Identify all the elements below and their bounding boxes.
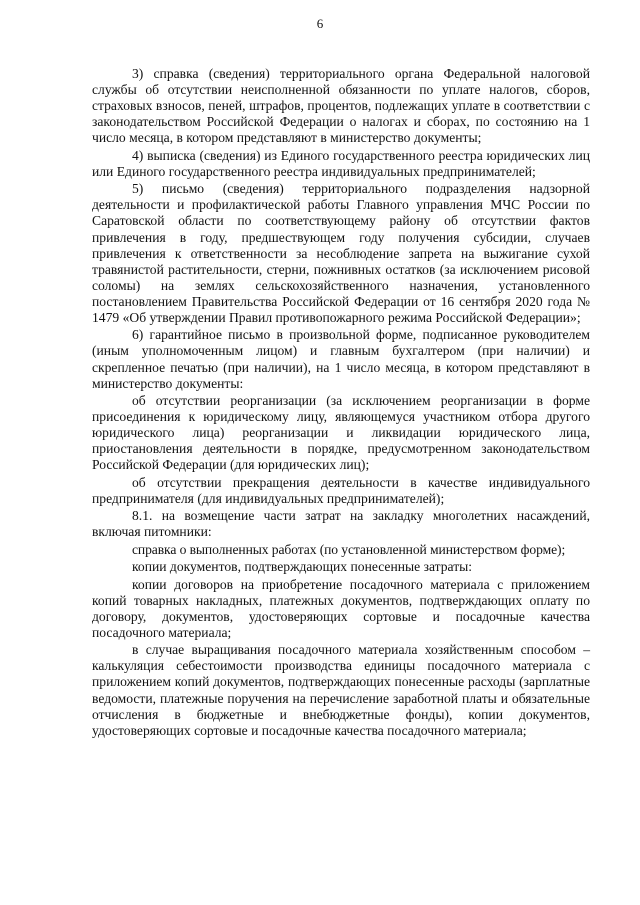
paragraph-work-certificate: справка о выполненных работах (по установленной министерством форме);	[132, 541, 566, 557]
page-number: 6	[316, 16, 324, 31]
document-body	[92, 66, 590, 740]
paragraph-item-4: 4) выписка (сведения) из Единого государственного реестра юридических лиц или Единого государственного реестра индивидуальных предпринимателей;	[92, 147, 590, 179]
paragraph-item-6: 6) гарантийное письмо в произвольной форме, подписанное руководителем (иным уполномоченным лицом) и главным бухгалтером (при наличии) и скрепленное печатью (при наличии), на 1 число месяца, в котором представляют в министерство документы:	[92, 327, 590, 391]
paragraph-no-termination: об отсутствии прекращения деятельности в качестве индивидуального предпринимателя (для индивидуальных предпринимателей);	[92, 474, 590, 506]
paragraph-expense-documents: копии документов, подтверждающих понесенные затраты:	[132, 559, 473, 575]
paragraph-item-3: 3) справка (сведения) территориального органа Федеральной налоговой службы об отсутствии неисполненной обязанности по уплате налогов, сборов, страховых взносов, пеней, штрафов, процентов, подлежащих уплате в соответствии с законодательством Российской Федерации о налогах и сборах, по состоянию на 1 число месяца, в котором представляют в министерство документы;	[92, 66, 590, 146]
paragraph-in-house-growing: в случае выращивания посадочного материала хозяйственным способом – калькуляция себестоимости производства единицы посадочного материала с приложением копий документов, подтверждающих понесенные расходы (зарплатные ведомости, платежные поручения на перечисление заработной платы и обязательные отчисления в бюджетные и внебюджетные фонды), копии документов, удостоверяющих сортовые и посадочные качества посадочного материала;	[92, 642, 590, 738]
paragraph-item-5: 5) письмо (сведения) территориального подразделения надзорной деятельности и профилактической работы Главного управления МЧС России по Саратовской области по соответствующему району об отсутствии фактов привлечения в году, предшествующем году получения субсидии, случаев привлечения к ответственности за несоблюдение запрета на выжигание сухой травянистой растительности, стерни, пожнивных остатков (за исключением рисовой соломы) на землях сельскохозяйственного назначения, установленного постановлением Правительства Российской Федерации от 16 сентября 2020 года № 1479 «Об утверждении Правил противопожарного режима Российской Федерации»;	[92, 181, 590, 325]
paragraph-no-reorganization: об отсутствии реорганизации (за исключением реорганизации в форме присоединения к юридическому лицу, являющемуся участником отбора другого юридического лица) реорганизации и ликвидации юридического лица, приостановления деятельности в порядке, предусмотренном законодательством Российской Федерации (для юридических лиц);	[92, 393, 590, 473]
paragraph-section-8-1: 8.1. на возмещение части затрат на закладку многолетних насаждений, включая питомники:	[92, 508, 590, 540]
paragraph-contract-copies: копии договоров на приобретение посадочного материала с приложением копий товарных накладных, платежных документов, подтверждающих оплату по договору, документов, удостоверяющих сортовые и посадочные качества посадочного материала;	[92, 576, 590, 640]
